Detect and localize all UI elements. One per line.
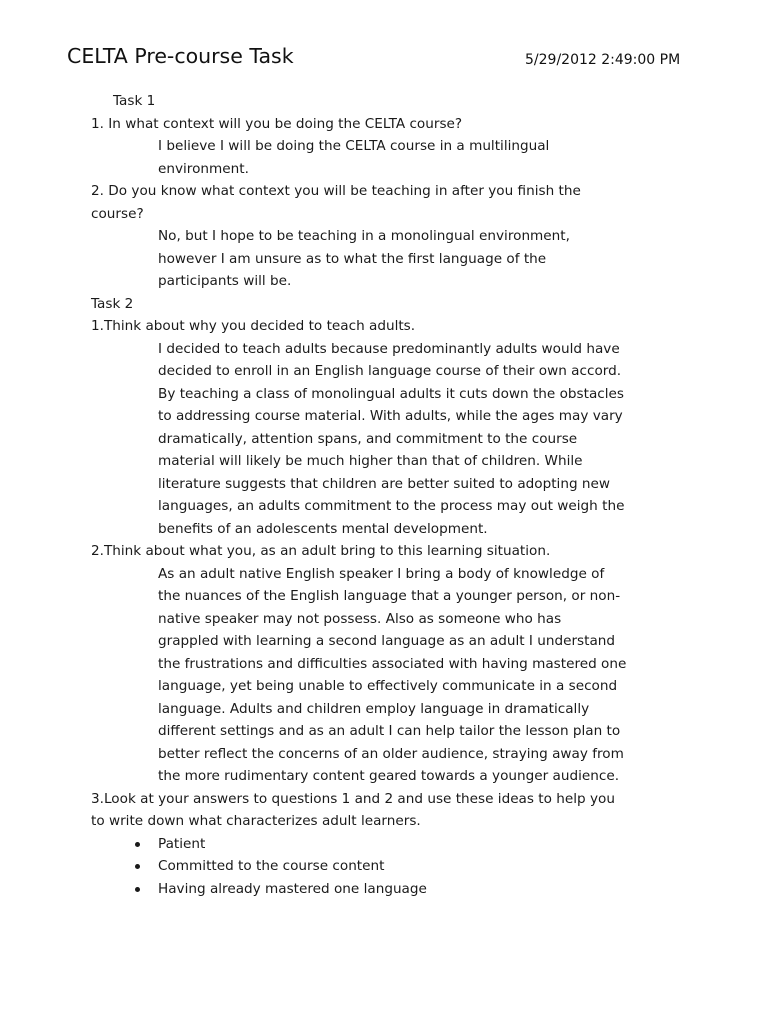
answer-line: decided to enroll in an English language course of their own accord. <box>158 363 622 379</box>
task2-heading: Task 2 <box>91 295 134 312</box>
answer-line: participants will be. <box>158 273 292 289</box>
answer-line: native speaker may not possess. Also as someone who has <box>158 610 562 627</box>
bullet-icon <box>135 842 140 847</box>
task1-question-2 <box>91 180 703 225</box>
document-datetime: 5/29/2012 2:49:00 PM <box>525 52 681 68</box>
answer-line: As an adult native English speaker I bring a body of knowledge of <box>158 565 605 582</box>
answer-line: material will likely be much higher than that of children. While <box>158 453 583 469</box>
task1-question-1: 1. In what context will you be doing the CELTA course? <box>91 115 463 132</box>
question-line: 2. Do you know what context you will be teaching in after you finish the <box>91 183 581 199</box>
question-line: course? <box>91 205 144 222</box>
list-item-text: Committed to the course content <box>158 858 385 874</box>
answer-line: the more rudimentary content geared towards a younger audience. <box>158 768 620 784</box>
answer-line: benefits of an adolescents mental development. <box>158 520 488 537</box>
answer-line: language. Adults and children employ language in dramatically <box>158 700 590 717</box>
list-item <box>91 855 703 878</box>
task2-question-3 <box>91 788 703 833</box>
bullet-icon <box>135 887 140 892</box>
answer-line: different settings and as an adult I can help tailor the lesson plan to <box>158 723 621 739</box>
answer-line: the frustrations and difficulties associated with having mastered one <box>158 655 627 672</box>
question-line: 3.Look at your answers to questions 1 and 2 and use these ideas to help you <box>91 790 615 807</box>
list-item <box>91 833 703 856</box>
answer-line: the nuances of the English language that a younger person, or non- <box>158 588 621 604</box>
task1-answer-1 <box>91 135 703 180</box>
document-title: CELTA Pre-course Task <box>67 44 294 68</box>
list-item-text: Patient <box>158 835 206 852</box>
task1-answer-2 <box>91 225 703 293</box>
task1-heading: Task 1 <box>113 93 156 109</box>
document-body <box>91 90 703 900</box>
answer-line: literature suggests that children are better suited to adopting new <box>158 475 610 492</box>
question-line: to write down what characterizes adult learners. <box>91 813 421 829</box>
list-item-text: Having already mastered one language <box>158 880 427 897</box>
answer-line: languages, an adults commitment to the process may out weigh the <box>158 498 625 514</box>
task2-answer-2 <box>91 563 703 788</box>
answer-line: By teaching a class of monolingual adults it cuts down the obstacles <box>158 385 624 402</box>
answer-line: I decided to teach adults because predominantly adults would have <box>158 340 620 357</box>
answer-line: better reflect the concerns of an older audience, straying away from <box>158 745 624 762</box>
answer-line: however I am unsure as to what the first language of the <box>158 250 547 267</box>
answer-line: environment. <box>158 160 249 177</box>
list-item <box>91 878 703 901</box>
answer-line: to addressing course material. With adults, while the ages may vary <box>158 408 623 424</box>
bullet-icon <box>135 864 140 869</box>
task2-answer-1 <box>91 338 703 541</box>
adult-learner-traits-list <box>91 833 703 901</box>
answer-line: dramatically, attention spans, and commitment to the course <box>158 430 578 447</box>
answer-line: No, but I hope to be teaching in a monolingual environment, <box>158 228 570 244</box>
task2-question-1: 1.Think about why you decided to teach adults. <box>91 318 416 334</box>
answer-line: I believe I will be doing the CELTA course in a multilingual <box>158 138 550 154</box>
answer-line: grappled with learning a second language as an adult I understand <box>158 633 616 649</box>
answer-line: language, yet being unable to effectively communicate in a second <box>158 678 618 694</box>
task2-question-2: 2.Think about what you, as an adult bring to this learning situation. <box>91 543 551 559</box>
